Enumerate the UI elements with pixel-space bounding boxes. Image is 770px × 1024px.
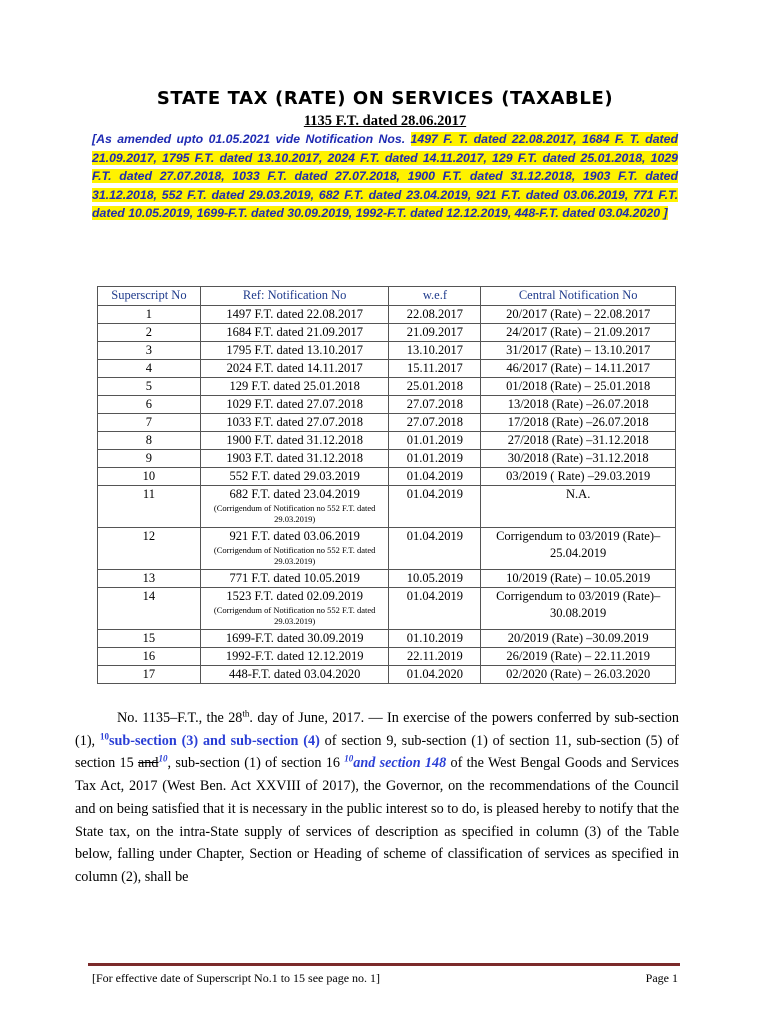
cell-central-notification-text: 31/2017 (Rate) – 13.10.2017	[506, 343, 651, 357]
cell-ref-notification	[200, 468, 389, 486]
cell-wef-text: 01.04.2019	[406, 487, 464, 501]
cell-central-notification	[481, 378, 676, 396]
cell-central-notification-text: Corrigendum to 03/2019 (Rate)–25.04.2019	[496, 529, 661, 560]
cell-superscript-no	[98, 414, 201, 432]
table-row	[98, 306, 676, 324]
cell-central-notification	[481, 486, 676, 528]
cell-ref-notification	[200, 648, 389, 666]
cell-central-notification	[481, 342, 676, 360]
cell-ref-notification	[200, 324, 389, 342]
cell-ref-notification-text: 1684 F.T. dated 21.09.2017	[226, 325, 363, 339]
cell-ref-notification-text: 1900 F.T. dated 31.12.2018	[226, 433, 363, 447]
cell-central-notification-text: 10/2019 (Rate) – 10.05.2019	[506, 571, 651, 585]
body-text-segment: No. 1135–F.T., the 28	[117, 710, 243, 726]
deleted-text: and	[137, 755, 159, 772]
cell-central-notification	[481, 432, 676, 450]
cell-ref-notification	[200, 486, 389, 528]
cell-superscript-no-text: 11	[142, 487, 155, 501]
cell-central-notification	[481, 414, 676, 432]
cell-central-notification	[481, 396, 676, 414]
body-text-segment: , sub-section (1) of section 16	[167, 755, 345, 772]
cell-superscript-no-text: 9	[145, 451, 153, 465]
cell-ref-notification	[200, 588, 389, 630]
cell-central-notification	[481, 570, 676, 588]
cell-ref-notification-text: 1497 F.T. dated 22.08.2017	[226, 307, 363, 321]
superscript-ordinal: th	[242, 708, 250, 719]
cell-superscript-no	[98, 450, 201, 468]
table-row	[98, 570, 676, 588]
cell-wef	[389, 630, 481, 648]
cell-ref-notification-text: 682 F.T. dated 23.04.2019	[229, 487, 360, 501]
cell-superscript-no	[98, 648, 201, 666]
document-title: STATE TAX (RATE) ON SERVICES (TAXABLE)	[156, 88, 614, 109]
cell-ref-notification-text: 1992-F.T. dated 12.12.2019	[225, 649, 364, 663]
table-header-row	[98, 287, 676, 306]
cell-ref-notification	[200, 342, 389, 360]
cell-wef-text: 01.10.2019	[406, 631, 464, 645]
header-central-notification-no: Central Notification No	[481, 287, 676, 306]
cell-superscript-no-text: 5	[145, 379, 153, 393]
cell-wef	[389, 378, 481, 396]
cell-superscript-no	[98, 360, 201, 378]
cell-ref-notification	[200, 432, 389, 450]
cell-wef-text: 25.01.2018	[406, 379, 464, 393]
table-row	[98, 324, 676, 342]
table-row	[98, 630, 676, 648]
cell-ref-notification-text: 129 F.T. dated 25.01.2018	[229, 379, 360, 393]
cell-wef	[389, 360, 481, 378]
cell-central-notification-text: 17/2018 (Rate) –26.07.2018	[507, 415, 649, 429]
cell-wef-text: 22.08.2017	[406, 307, 464, 321]
cell-wef-text: 01.04.2019	[406, 529, 464, 543]
cell-central-notification-text: 01/2018 (Rate) – 25.01.2018	[506, 379, 651, 393]
cell-superscript-no-text: 8	[145, 433, 153, 447]
amended-text: and section 148	[353, 755, 447, 772]
cell-ref-notification	[200, 396, 389, 414]
cell-wef-text: 01.04.2020	[406, 667, 464, 681]
cell-central-notification-text: 13/2018 (Rate) –26.07.2018	[507, 397, 649, 411]
cell-wef-text: 01.04.2019	[406, 589, 464, 603]
cell-superscript-no	[98, 588, 201, 630]
cell-superscript-no-text: 14	[142, 589, 156, 603]
cell-superscript-no	[98, 342, 201, 360]
cell-superscript-no-text: 1	[145, 307, 153, 321]
cell-central-notification	[481, 450, 676, 468]
cell-central-notification	[481, 666, 676, 684]
cell-superscript-no	[98, 468, 201, 486]
cell-superscript-no	[98, 486, 201, 528]
cell-superscript-no	[98, 378, 201, 396]
cell-superscript-no	[98, 666, 201, 684]
cell-ref-notification-text: 1029 F.T. dated 27.07.2018	[226, 397, 363, 411]
superscript-marker: 10	[344, 753, 354, 764]
amended-text: sub-section (3) and sub-section (4)	[108, 732, 320, 749]
cell-wef-text: 27.07.2018	[406, 397, 464, 411]
cell-superscript-no	[98, 570, 201, 588]
cell-central-notification-text: 20/2019 (Rate) –30.09.2019	[507, 631, 649, 645]
cell-superscript-no-text: 10	[142, 469, 156, 483]
cell-central-notification	[481, 468, 676, 486]
amendment-prefix: [As amended upto 01.05.2021 vide Notification Nos.	[92, 132, 411, 146]
table-row	[98, 360, 676, 378]
cell-superscript-no-text: 4	[145, 361, 153, 375]
body-text-segment: of the West Bengal Goods and Services Tax Act, 2017 (West Ben. Act XXVIII of 2017), the Governor, on the recommendations of the Council and on being satisfied that it is necessary in the public interest so to do, is pleased hereby to notify that the State tax, on the intra-State supply of services of description as specified in column (3) of the Table below, falling under Chapter, Section or Heading of scheme of classification of services as specified in column (2), shall be	[75, 755, 679, 885]
table-row	[98, 450, 676, 468]
table-row	[98, 378, 676, 396]
cell-central-notification-text: 03/2019 ( Rate) –29.03.2019	[506, 469, 651, 483]
cell-superscript-no-text: 6	[145, 397, 153, 411]
cell-ref-notification-text: 2024 F.T. dated 14.11.2017	[226, 361, 363, 375]
cell-central-notification	[481, 528, 676, 570]
cell-central-notification-text: 02/2020 (Rate) – 26.03.2020	[506, 667, 651, 681]
cell-central-notification	[481, 324, 676, 342]
page-number: Page 1	[645, 971, 678, 985]
table-row	[98, 468, 676, 486]
superscript-marker: 10	[99, 730, 109, 741]
header-superscript-no: Superscript No	[98, 287, 201, 306]
cell-central-notification-text: 26/2019 (Rate) – 22.11.2019	[506, 649, 650, 663]
cell-ref-notification	[200, 360, 389, 378]
cell-central-notification-text: 20/2017 (Rate) – 22.08.2017	[506, 307, 651, 321]
cell-ref-notification-text: 1903 F.T. dated 31.12.2018	[226, 451, 363, 465]
cell-ref-notification-text: 771 F.T. dated 10.05.2019	[229, 571, 360, 585]
cell-wef-text: 15.11.2017	[407, 361, 463, 375]
cell-wef-text: 22.11.2019	[407, 649, 463, 663]
body-paragraph	[75, 707, 679, 889]
cell-superscript-no-text: 2	[145, 325, 153, 339]
cell-ref-notification	[200, 666, 389, 684]
cell-wef	[389, 588, 481, 630]
body-text-segment: of section 9, sub-section (1) of section 11, sub-section (5) of section 15	[75, 732, 680, 772]
table-row	[98, 396, 676, 414]
cell-ref-notification-text: 1699-F.T. dated 30.09.2019	[225, 631, 364, 645]
cell-superscript-no-text: 15	[142, 631, 156, 645]
cell-wef	[389, 306, 481, 324]
cell-wef	[389, 486, 481, 528]
cell-wef-text: 01.01.2019	[406, 433, 464, 447]
cell-central-notification	[481, 360, 676, 378]
cell-superscript-no	[98, 528, 201, 570]
corrigendum-note: (Corrigendum of Notification no 552 F.T. dated 29.03.2019)	[213, 605, 376, 626]
cell-wef	[389, 342, 481, 360]
table-row	[98, 342, 676, 360]
cell-superscript-no-text: 13	[142, 571, 156, 585]
cell-ref-notification	[200, 306, 389, 324]
cell-wef-text: 27.07.2018	[406, 415, 464, 429]
cell-ref-notification-text: 552 F.T. dated 29.03.2019	[229, 469, 360, 483]
cell-ref-notification-text: 448-F.T. dated 03.04.2020	[228, 667, 361, 681]
cell-ref-notification	[200, 414, 389, 432]
cell-superscript-no	[98, 432, 201, 450]
cell-wef	[389, 570, 481, 588]
amendment-note	[92, 130, 678, 223]
cell-wef	[389, 432, 481, 450]
cell-wef-text: 21.09.2017	[406, 325, 464, 339]
cell-superscript-no	[98, 306, 201, 324]
cell-superscript-no	[98, 396, 201, 414]
cell-wef-text: 10.05.2019	[406, 571, 464, 585]
cell-superscript-no-text: 3	[145, 343, 153, 357]
cell-wef	[389, 666, 481, 684]
header-ref-notification-no: Ref: Notification No	[200, 287, 389, 306]
cell-ref-notification	[200, 378, 389, 396]
cell-wef	[389, 450, 481, 468]
table-row	[98, 528, 676, 570]
table-row	[98, 486, 676, 528]
cell-central-notification	[481, 588, 676, 630]
cell-ref-notification	[200, 450, 389, 468]
cell-central-notification-text: 27/2018 (Rate) –31.12.2018	[507, 433, 649, 447]
cell-superscript-no-text: 12	[142, 529, 156, 543]
table-row	[98, 414, 676, 432]
body-text-segment: . day of June, 2017. — In exercise of the powers conferred by sub-section (1),	[75, 710, 679, 749]
cell-central-notification-text: 30/2018 (Rate) –31.12.2018	[507, 451, 649, 465]
cell-superscript-no	[98, 324, 201, 342]
cell-superscript-no-text: 16	[142, 649, 156, 663]
corrigendum-note: (Corrigendum of Notification no 552 F.T. dated 29.03.2019)	[213, 545, 376, 566]
cell-wef	[389, 468, 481, 486]
cell-ref-notification-text: 1033 F.T. dated 27.07.2018	[226, 415, 363, 429]
cell-superscript-no-text: 17	[142, 667, 156, 681]
corrigendum-note: (Corrigendum of Notification no 552 F.T. dated 29.03.2019)	[213, 503, 376, 524]
document-subtitle: 1135 F.T. dated 28.06.2017	[303, 113, 467, 129]
cell-central-notification	[481, 306, 676, 324]
table-row	[98, 432, 676, 450]
cell-central-notification-text: N.A.	[566, 487, 591, 501]
cell-central-notification	[481, 630, 676, 648]
table-row	[98, 588, 676, 630]
superscript-reference-table	[97, 286, 676, 684]
cell-central-notification-text: 46/2017 (Rate) – 14.11.2017	[506, 361, 650, 375]
cell-central-notification-text: 24/2017 (Rate) – 21.09.2017	[506, 325, 651, 339]
cell-superscript-no-text: 7	[145, 415, 153, 429]
cell-superscript-no	[98, 630, 201, 648]
superscript-marker: 10	[158, 753, 168, 764]
cell-wef-text: 13.10.2017	[406, 343, 464, 357]
cell-ref-notification	[200, 630, 389, 648]
cell-wef	[389, 414, 481, 432]
table-row	[98, 666, 676, 684]
cell-wef	[389, 396, 481, 414]
table-row	[98, 648, 676, 666]
notification-body	[75, 707, 679, 889]
cell-wef	[389, 528, 481, 570]
header-wef: w.e.f	[389, 287, 481, 306]
footer-note: [For effective date of Superscript No.1 to 15 see page no. 1]	[92, 971, 381, 985]
cell-wef-text: 01.01.2019	[406, 451, 464, 465]
cell-ref-notification	[200, 528, 389, 570]
cell-wef	[389, 648, 481, 666]
cell-ref-notification	[200, 570, 389, 588]
cell-ref-notification-text: 1523 F.T. dated 02.09.2019	[226, 589, 363, 603]
cell-ref-notification-text: 921 F.T. dated 03.06.2019	[229, 529, 360, 543]
cell-ref-notification-text: 1795 F.T. dated 13.10.2017	[226, 343, 363, 357]
amendment-notification-list: 1497 F. T. dated 22.08.2017, 1684 F. T. dated 21.09.2017, 1795 F.T. dated 13.10.2017, 2024 F.T. dated 14.11.2017, 129 F.T. dated 25.01.2018, 1029 F.T. dated 27.07.2018, 1033 F.T. dated 27.07.2018, 1900 F.T. dated 31.12.2018, 1903 F.T. dated 31.12.2018, 552 F.T. dated 29.03.2019, 682 F.T. dated 23.04.2019, 921 F.T. dated 03.06.2019, 771 F.T. dated 10.05.2019, 1699-F.T. dated 30.09.2019, 1992-F.T. dated 12.12.2019, 448-F.T. dated 03.04.2020 ]	[92, 132, 678, 221]
footer-divider	[88, 963, 680, 966]
cell-wef	[389, 324, 481, 342]
cell-wef-text: 01.04.2019	[406, 469, 464, 483]
cell-central-notification	[481, 648, 676, 666]
cell-central-notification-text: Corrigendum to 03/2019 (Rate)– 30.08.2019	[496, 589, 661, 620]
